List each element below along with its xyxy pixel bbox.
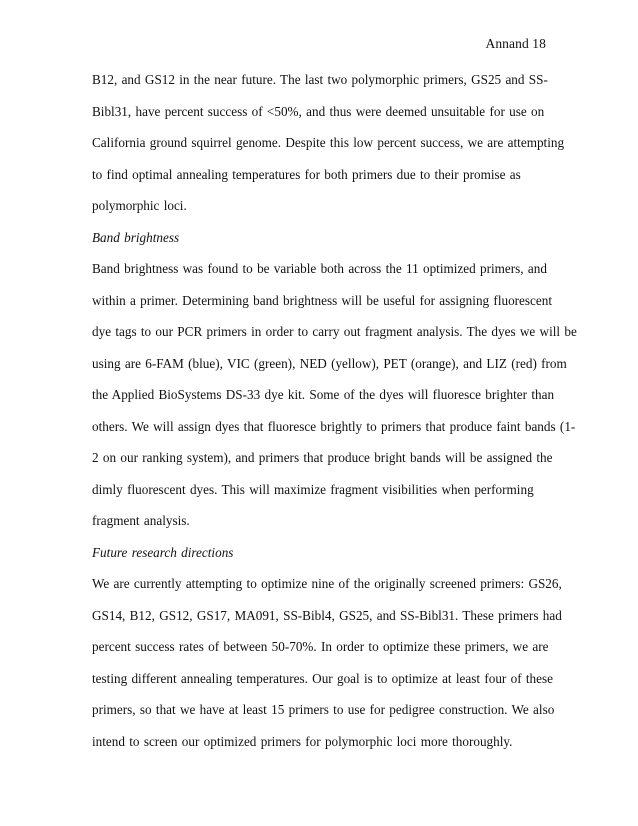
paragraph-line: polymorphic loci. (92, 198, 187, 213)
paragraph-line: intend to screen our optimized primers for polymorphic loci more thoroughly. (92, 733, 513, 749)
paragraph-line: percent success rates of between 50-70%. In order to optimize these primers, we are (92, 639, 549, 654)
paragraph-line: Bibl31, have percent success of <50%, and thus were deemed unsuitable for use on (92, 103, 545, 119)
document-body (92, 70, 577, 763)
running-head: Annand 18 (485, 36, 546, 51)
section-heading-future-research: Future research directions (92, 544, 234, 560)
paragraph-line: others. We will assign dyes that fluoresce brightly to primers that produce faint bands (1- (92, 418, 576, 434)
paragraph-line: using are 6-FAM (blue), VIC (green), NED (yellow), PET (orange), and LIZ (red) from (92, 355, 567, 371)
paragraph-line: Band brightness was found to be variable both across the 11 optimized primers, and (92, 261, 547, 276)
paragraph-line: the Applied BioSystems DS-33 dye kit. Some of the dyes will fluoresce brighter than (92, 387, 555, 402)
paragraph-line: testing different annealing temperatures. Our goal is to optimize at least four of these (92, 670, 553, 686)
paragraph-line: dye tags to our PCR primers in order to carry out fragment analysis. The dyes we will be (92, 324, 577, 339)
paragraph-line: dimly fluorescent dyes. This will maximize fragment visibilities when performing (92, 481, 534, 497)
paragraph-line: B12, and GS12 in the near future. The last two polymorphic primers, GS25 and SS- (92, 72, 548, 87)
paragraph-line: to find optimal annealing temperatures for both primers due to their promise as (92, 166, 521, 182)
paragraph-line: California ground squirrel genome. Despite this low percent success, we are attempting (92, 135, 565, 150)
paragraph-line: within a primer. Determining band brightness will be useful for assigning fluorescent (92, 292, 553, 308)
paragraph-line: fragment analysis. (92, 513, 190, 528)
paragraph-line: GS14, B12, GS12, GS17, MA091, SS-Bibl4, GS25, and SS-Bibl31. These primers had (92, 607, 562, 623)
section-heading-band-brightness: Band brightness (92, 229, 180, 245)
paragraph-line: primers, so that we have at least 15 primers to use for pedigree construction. We also (92, 702, 555, 717)
paragraph-line: 2 on our ranking system), and primers that produce bright bands will be assigned the (92, 450, 553, 465)
paragraph-line: We are currently attempting to optimize nine of the originally screened primers: GS26, (92, 576, 562, 591)
